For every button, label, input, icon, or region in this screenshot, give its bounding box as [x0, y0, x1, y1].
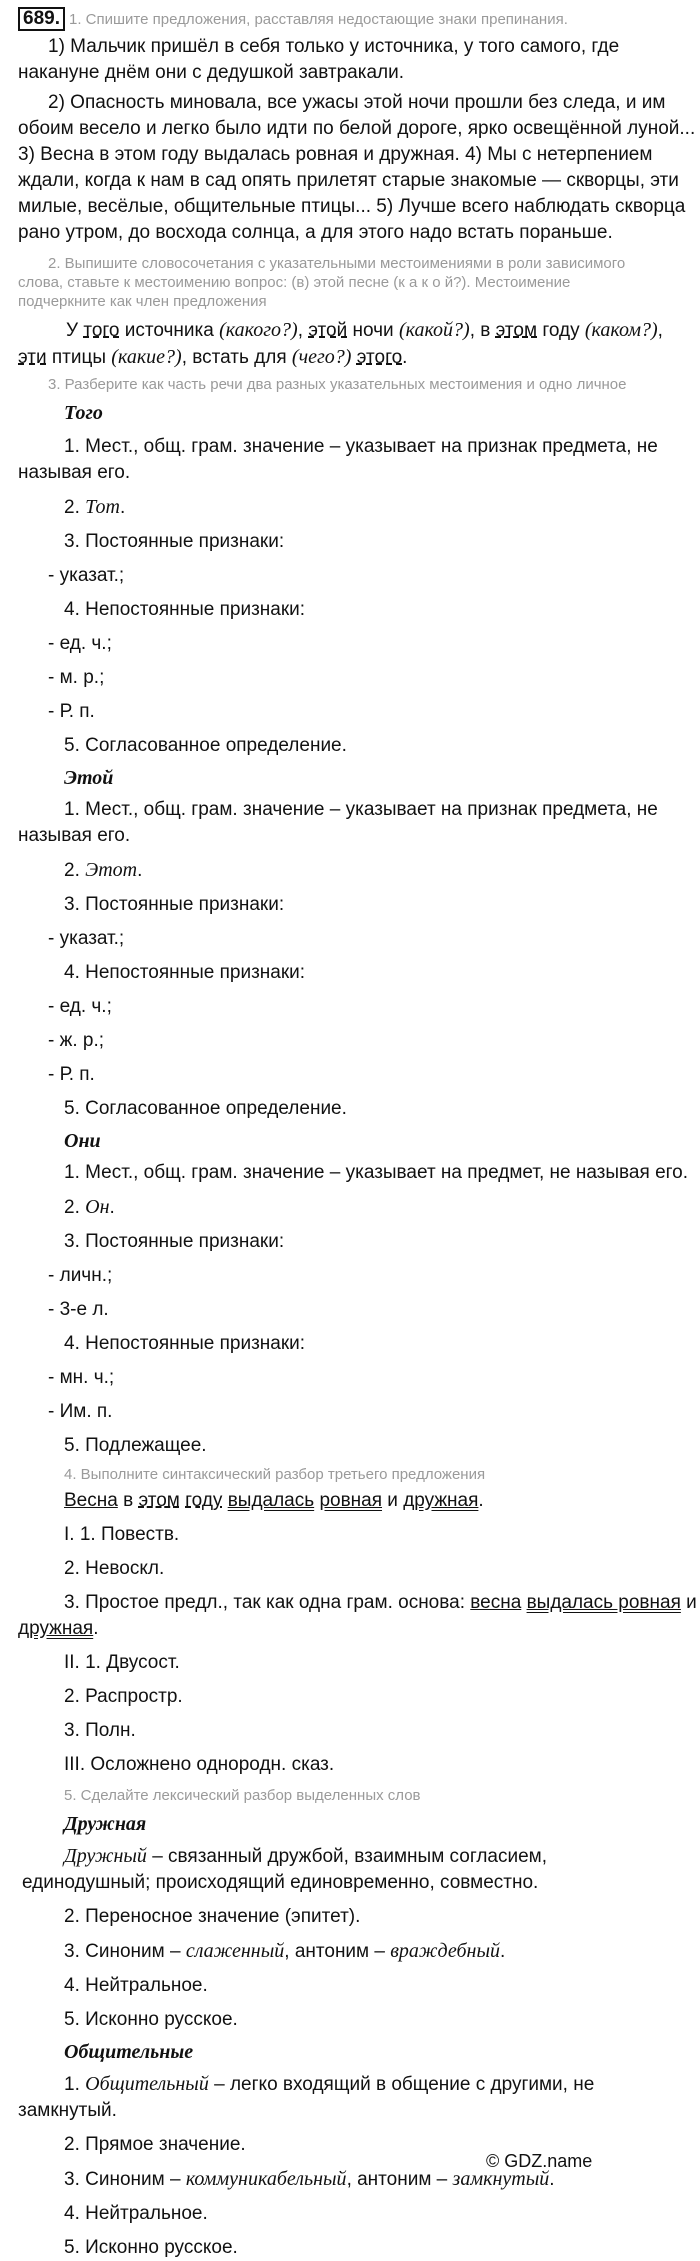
lex-heading: Общительные [64, 2041, 194, 2063]
subject: весна [470, 1592, 522, 1613]
task-2-line: подчеркните как член предложения [18, 293, 267, 310]
lex-text: – легко входящий в общение с другими, не [208, 2074, 595, 2095]
text-line: 2) Опасность миновала, все ужасы этой ночи прошли без следа, и им [48, 92, 666, 113]
lex-heading: Дружная [64, 1813, 147, 1835]
phrase-text: источника [119, 320, 220, 341]
parse-line: 4. Непостоянные признаки: [64, 599, 306, 620]
phrase-text: , [297, 320, 309, 341]
pronoun: эти [18, 347, 47, 368]
task-4: 4. Выполните синтаксический разбор третьего предложения [64, 1466, 486, 1483]
source-text [18, 34, 696, 246]
initial-form: Он [85, 1196, 110, 1218]
phrase-text: птицы [46, 347, 112, 368]
lex-word: Дружный [64, 1845, 147, 1867]
parse-line: - м. р.; [48, 667, 105, 688]
parse-line [18, 1194, 682, 1221]
synonym: коммуникабельный [185, 2168, 347, 2190]
parse-oni [18, 1128, 688, 1459]
lex-line [18, 1938, 682, 1965]
attribute: этом [138, 1490, 180, 1511]
parse-line: - мн. ч.; [48, 1367, 115, 1388]
predicate: ровная [319, 1490, 383, 1511]
parse-line: - Р. п. [48, 1064, 95, 1085]
pronoun: того [83, 320, 120, 341]
parse-line: 3. Постоянные признаки: [64, 894, 285, 915]
lex-druzhnaya [18, 1811, 682, 2033]
parse-tovo [18, 400, 682, 759]
parse-line: 1. Мест., общ. грам. значение – указывает на признак предмета, не [64, 436, 658, 457]
task-2 [18, 254, 682, 311]
task-1: 1. Спишите предложения, расставляя недостающие знаки препинания. [68, 11, 568, 28]
parse-heading: Этой [64, 767, 114, 789]
phrase-text: , в [469, 320, 496, 341]
lex-line [18, 2071, 682, 2098]
parse-line: 4. Непостоянные признаки: [64, 962, 306, 983]
phrase-text: У [66, 320, 84, 341]
lex-text: 1. [64, 2074, 86, 2095]
question: (какого?) [219, 319, 298, 341]
parse-line: - 3-е л. [48, 1299, 109, 1320]
parse-line: 5. Согласованное определение. [64, 735, 347, 756]
task-2-line: слова, ставьте к местоимению вопрос: (в) этой песне (к а к о й?). Местоимение [18, 274, 571, 291]
pronoun: этом [495, 320, 538, 341]
lex-text: 3. Синоним – [64, 2169, 186, 2190]
syntax-text: . [93, 1618, 99, 1639]
initial-form: Тот [85, 496, 120, 518]
phrases-line-1 [18, 317, 682, 344]
text-line: ждали, когда к нам в сад опять прилетят старые знакомые — скворцы, эти [18, 170, 679, 191]
syntax-line: 2. Невоскл. [64, 1558, 165, 1579]
parse-etoy [18, 765, 682, 1122]
text-line: милые, весёлые, общительные птицы... 5) Лучше всего наблюдать скворца [18, 196, 686, 217]
lex-text: 3. Синоним – [64, 1941, 186, 1962]
text-line: накануне днём они с дедушкой завтракали. [18, 62, 405, 83]
parse-line: называя его. [18, 462, 131, 483]
parse-line: 3. Постоянные признаки: [64, 1231, 285, 1252]
parse-line: 3. Постоянные признаки: [64, 531, 285, 552]
sentence-text: и [382, 1490, 404, 1511]
antonym: враждебный [390, 1940, 501, 1962]
site-watermark: © GDZ.name [486, 2151, 593, 2171]
question: (какой?) [398, 319, 470, 341]
parse-line: называя его. [18, 825, 131, 846]
adverbial: году [185, 1490, 223, 1511]
lex-text: , антоним – [346, 2169, 453, 2190]
syntax-line: III. Осложнено однородн. сказ. [64, 1754, 335, 1775]
lex-line: 2. Переносное значение (эпитет). [64, 1906, 361, 1927]
sentence-text: . [478, 1490, 484, 1511]
task-5: 5. Сделайте лексический разбор выделенных слов [64, 1787, 421, 1804]
parse-line: - личн.; [48, 1265, 113, 1286]
parse-line: - указат.; [48, 928, 125, 949]
phrases [18, 317, 682, 371]
parse-line [18, 494, 682, 521]
lex-text: . [549, 2169, 555, 2190]
parse-punct: . [119, 497, 126, 518]
syntax-line [18, 1590, 697, 1616]
initial-form: Этот [85, 859, 138, 881]
parse-line: - ж. р.; [48, 1030, 104, 1051]
parse-line [18, 857, 682, 884]
phrase-text: . [402, 347, 408, 368]
text-line: 1) Мальчик пришёл в себя только у источника, у того самого, где [48, 36, 620, 57]
parse-line: - указат.; [48, 565, 125, 586]
syntax-line: 2. Распростр. [64, 1686, 183, 1707]
parse-line: 1. Мест., общ. грам. значение – указывает на предмет, не называя его. [64, 1162, 688, 1183]
text-line: обоим весело и легко было идти по белой дороге, ярко освещённой луной... [18, 118, 696, 139]
question: (чего?) [291, 346, 352, 368]
lex-line [18, 1843, 682, 1870]
task-2-line: 2. Выпишите словосочетания с указательными местоимениями в роли зависимого [48, 255, 626, 272]
syntax-text: 3. Простое предл., так как одна грам. основа: [64, 1592, 471, 1613]
question: (какие?) [111, 346, 182, 368]
parse-num: 2. [64, 1197, 86, 1218]
parse-line: - Им. п. [48, 1401, 113, 1422]
text-line: рано утром, до восхода солнца, а для этого надо встать пораньше. [18, 222, 613, 243]
synonym: слаженный [185, 1940, 285, 1962]
parse-punct: . [137, 860, 143, 881]
subject: Весна [64, 1490, 118, 1511]
lex-line: 5. Исконно русское. [64, 2237, 238, 2258]
phrase-text: ночи [347, 320, 399, 341]
parse-line: - Р. п. [48, 701, 95, 722]
parse-line: - ед. ч.; [48, 996, 112, 1017]
pronoun: этой [308, 320, 348, 341]
lex-line: единодушный; происходящий единовременно, совместно. [22, 1872, 539, 1893]
lex-line: 4. Нейтральное. [64, 2203, 208, 2224]
lex-line: 4. Нейтральное. [64, 1975, 208, 1996]
parse-punct: . [109, 1197, 115, 1218]
task-3: 3. Разберите как часть речи два разных указательных местоимения и одно личное [48, 376, 627, 393]
parse-heading: Они [64, 1130, 101, 1152]
lex-line: 5. Исконно русское. [64, 2009, 238, 2030]
syntax-line: 3. Полн. [64, 1720, 136, 1741]
phrases-line-2 [18, 344, 682, 371]
syntax-line [18, 1616, 682, 1642]
text-line: 3) Весна в этом году выдалась ровная и дружная. 4) Мы с нетерпением [18, 144, 653, 165]
pronoun: этого [356, 347, 403, 368]
predicate: дружная [403, 1490, 479, 1511]
phrase-text: году [537, 320, 585, 341]
parse-num: 2. [64, 497, 86, 518]
exercise-header [18, 6, 682, 34]
parse-line: 4. Непостоянные признаки: [64, 1333, 306, 1354]
predicate: выдалась [227, 1490, 315, 1511]
syntax-text: и [680, 1592, 697, 1613]
parse-line: 1. Мест., общ. грам. значение – указывает на признак предмета, не [64, 799, 658, 820]
parse-line: 5. Согласованное определение. [64, 1098, 347, 1119]
phrase-text: , встать для [181, 347, 292, 368]
parse-line: 5. Подлежащее. [64, 1435, 207, 1456]
lex-text: – связанный дружбой, взаимным согласием, [146, 1846, 548, 1867]
parse-num: 2. [64, 860, 86, 881]
parse-heading: Того [64, 402, 103, 424]
sentence [18, 1488, 682, 1514]
antonym: замкнутый [452, 2168, 550, 2190]
lex-line: 2. Прямое значение. [64, 2134, 246, 2155]
predicate: дружная [18, 1618, 94, 1639]
parse-line: - ед. ч.; [48, 633, 112, 654]
sentence-text: в [117, 1490, 139, 1511]
syntax-line: II. 1. Двусост. [64, 1652, 180, 1673]
lex-line: замкнутый. [18, 2100, 117, 2121]
syntax-parse [18, 1522, 697, 1778]
lex-text: , антоним – [284, 1941, 391, 1962]
predicate: выдалась ровная [526, 1592, 681, 1613]
lex-word: Общительный [85, 2073, 209, 2095]
exercise-number: 689. [18, 7, 65, 31]
syntax-line: I. 1. Повеств. [64, 1524, 180, 1545]
lex-text: . [500, 1941, 506, 1962]
phrase-text: , [657, 320, 663, 341]
question: (каком?) [584, 319, 658, 341]
